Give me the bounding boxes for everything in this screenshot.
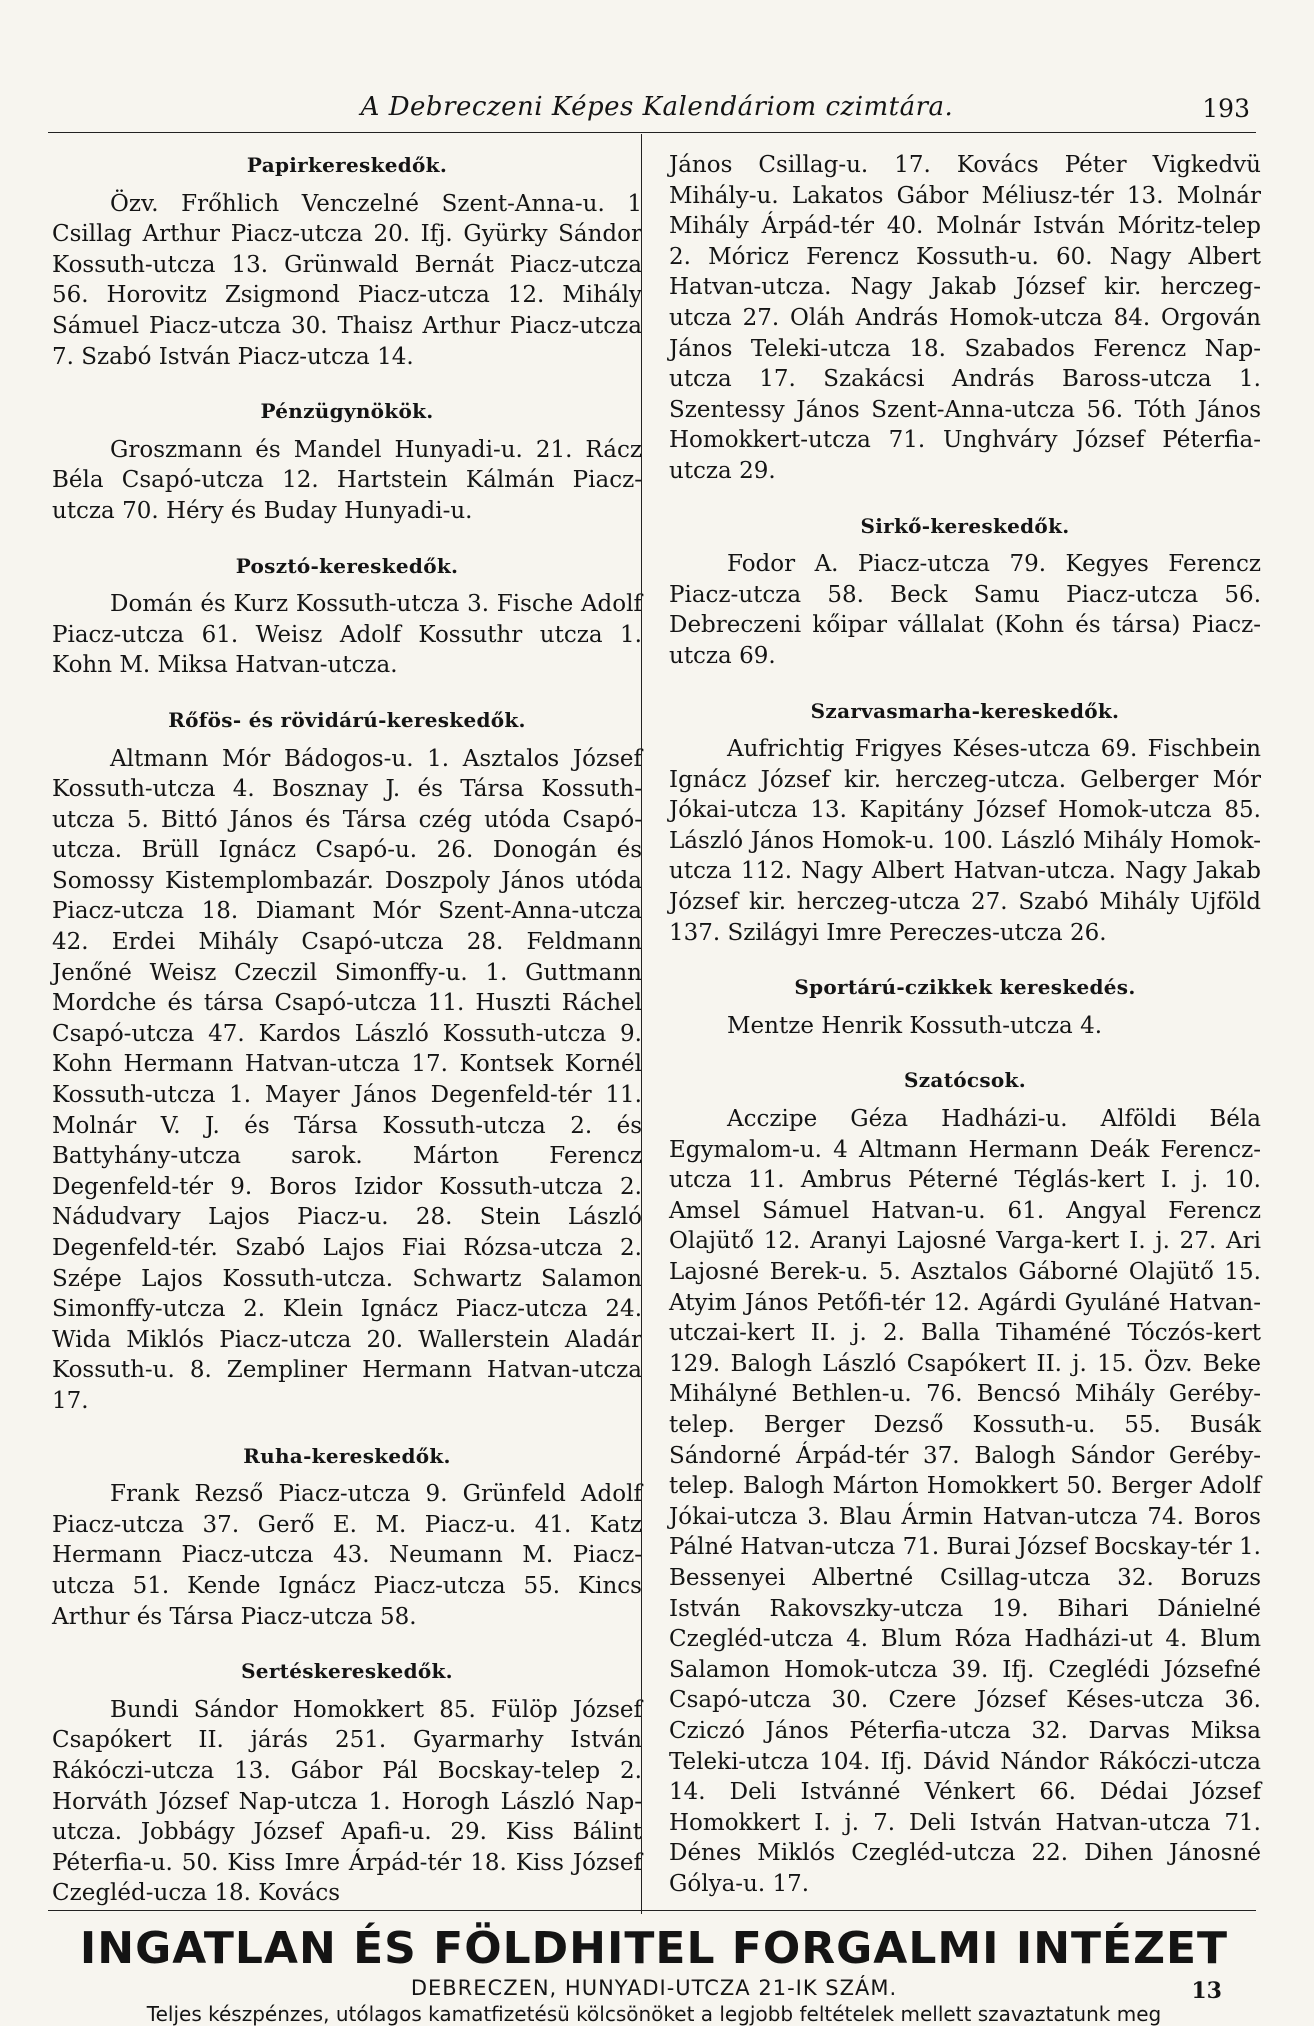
section-sportaru: [669, 972, 1261, 1041]
section-body: Domán és Kurz Kossuth-utcza 3. Fische Adolf Piacz-utcza 61. Weisz Adolf Kossuthr utcza 1. Kohn M. Miksa Hatvan-utcza.: [52, 591, 642, 679]
left-column: [52, 150, 642, 1933]
section-rofos-kereskedok: [52, 705, 642, 1417]
section-title: Sirkő-kereskedők.: [860, 513, 1070, 538]
footer-advertisement: [44, 1924, 1264, 2026]
section-body: Acczipe Géza Hadházi-u. Alföldi Béla Egymalom-u. 4 Altmann Hermann Deák Ferencz-utcza 11. Ambrus Péterné Téglás-kert I. j. 10. Amsel Sámuel Hatvan-u. 61. Angyal Ferencz Olajütő 12. Aranyi Lajosné Varga-kert I. j. 27. Ari Lajosné Berek-u. 5. Asztalos Gáborné Olajütő 15. Atyim János Petőfi-tér 12. Agárdi Gyuláné Hatvan-utczai-kert II. j. 2. Balla Tihaméné Tóczós-kert 129. Balogh László Csapókert II. j. 15. Özv. Beke Mihályné Bethlen-u. 76. Bencsó Mihály Geréby-telep. Berger Dezső Kossuth-u. 55. Busák Sándorné Árpád-tér 37. Balogh Sándor Geréby-telep. Balogh Márton Homokkert 50. Berger Adolf Jókai-utcza 3. Blau Ármin Hatvan-utcza 74. Boros Pálné Hatvan-utcza 71. Burai József Bocskay-tér 1. Bessenyei Albertné Csillag-utcza 32. Boruzs István Rakovszky-utcza 19. Bihari Dánielné Czegléd-utcza 4. Blum Róza Hadházi-ut 4. Blum Salamon Homok-utcza 39. Ifj. Czeglédi Józsefné Csapó-utcza 30. Czere József Késes-utcza 36. Cziczó János Péterfia-utcza 32. Darvas Miksa Teleki-utcza 104. Ifj. Dávid Nándor Rákóczi-utcza 14. Deli Istvánné Vénkert 66. Dédai József Homokkert I. j. 7. Deli István Hatvan-utcza 71. Dénes Miklós Czegléd-utcza 22. Dihen Jánosné Gólya-u. 17.: [669, 1106, 1261, 1897]
section-body: János Csillag-u. 17. Kovács Péter Vigkedvü Mihály-u. Lakatos Gábor Méliusz-tér 13. Molnár Mihály Árpád-tér 40. Molnár István Móritz-telep 2. Móricz Ferencz Kossuth-u. 60. Nagy Albert Hatvan-utcza. Nagy Jakab József kir. herczeg-utcza 27. Oláh András Homok-utcza 84. Orgován János Teleki-utcza 18. Szabados Ferencz Nap-utcza 17. Szakácsi András Baross-utcza 1. Szentessy János Szent-Anna-utcza 56. Tóth János Homokkert-utcza 71. Unghváry József Péterfia-utcza 29.: [669, 152, 1261, 484]
section-title: Rőfös- és rövidárú-kereskedők.: [168, 707, 526, 732]
section-papirkereskedok: [52, 150, 642, 372]
section-ruha-kereskedok: [52, 1441, 642, 1633]
section-body: Özv. Frőhlich Venczelné Szent-Anna-u. 1 Csillag Arthur Piacz-utcza 20. Ifj. Gyürky Sándor Kossuth-utcza 13. Grünwald Bernát Piacz-utcza 56. Horovitz Zsigmond Piacz-utcza 12. Mihály Sámuel Piacz-utcza 30. Thaisz Arthur Piacz-utcza 7. Szabó István Piacz-utcza 14.: [52, 190, 642, 370]
section-continuation: [669, 150, 1261, 487]
section-title: Posztó-kereskedők.: [235, 553, 459, 578]
ad-line: Teljes készpénzes, utólagos kamatfizetésü kölcsönöket a legjobb feltételek mellett szavaztatunk meg: [146, 2002, 1162, 2026]
section-body: Altmann Mór Bádogos-u. 1. Asztalos József Kossuth-utcza 4. Bosznay J. és Társa Kossuth-utcza 5. Bittó János és Társa czég utóda Csapó-utcza. Brüll Ignácz Csapó-u. 26. Donogán és Somossy Kistemplombazár. Doszpoly János utóda Piacz-utcza 18. Diamant Mór Szent-Anna-utcza 42. Erdei Mihály Csapó-utcza 28. Feldmann Jenőné Weisz Czeczil Simonffy-u. 1. Guttmann Mordche és társa Csapó-utcza 11. Huszti Ráchel Csapó-utcza 47. Kardos László Kossuth-utcza 9. Kohn Hermann Hatvan-utcza 17. Kontsek Kornél Kossuth-utcza 1. Mayer János Degenfeld-tér 11. Molnár V. J. és Társa Kossuth-utcza 2. és Battyhány-utcza sarok. Márton Ferencz Degenfeld-tér 9. Boros Izidor Kossuth-utcza 2. Nádudvary Lajos Piacz-u. 28. Stein László Degenfeld-tér. Szabó Lajos Fiai Rózsa-utcza 2. Szépe Lajos Kossuth-utcza. Schwartz Salamon Simonffy-utcza 2. Klein Ignácz Piacz-utcza 24. Wida Miklós Piacz-utcza 20. Wallerstein Aladár Kossuth-u. 8. Zempliner Hermann Hatvan-utcza 17.: [52, 745, 642, 1414]
section-body: Frank Rezső Piacz-utcza 9. Grünfeld Adolf Piacz-utcza 37. Gerő E. M. Piacz-u. 41. Katz Hermann Piacz-utcza 43. Neumann M. Piacz-utcza 51. Kende Ignácz Piacz-utcza 55. Kincs Arthur és Társa Piacz-utcza 58.: [52, 1481, 642, 1630]
ad-title: INGATLAN ÉS FÖLDHITEL FORGALMI INTÉZET: [79, 1923, 1229, 1974]
section-title: Ruha-kereskedők.: [243, 1443, 451, 1468]
section-szarvasmarha-kereskedok: [669, 696, 1261, 949]
section-title: Szatócsok.: [904, 1068, 1026, 1093]
section-serteskereskedok: [52, 1656, 642, 1909]
right-column: [669, 150, 1261, 1923]
section-body: Mentze Henrik Kossuth-utcza 4.: [727, 1012, 1103, 1039]
footer-rule: [48, 1910, 1256, 1911]
column-divider: [641, 134, 642, 1914]
section-penzugynokok: [52, 396, 642, 526]
section-title: Pénzügynökök.: [260, 399, 434, 424]
section-title: Sertéskereskedők.: [241, 1659, 453, 1684]
section-body: Groszmann és Mandel Hunyadi-u. 21. Rácz Béla Csapó-utcza 12. Hartstein Kálmán Piacz-utcza 70. Héry és Buday Hunyadi-u.: [52, 436, 642, 524]
section-title: Papirkereskedők.: [246, 153, 448, 177]
section-poszto-kereskedok: [52, 551, 642, 681]
page-number: 193: [1202, 94, 1250, 123]
running-header: A Debreczeni Képes Kalendáriom czimtára.: [360, 92, 954, 122]
section-szatocsok: [669, 1065, 1261, 1899]
sheet-mark: 13: [1191, 1978, 1222, 2004]
header-rule: [48, 132, 1256, 133]
section-body: Aufrichtig Frigyes Késes-utcza 69. Fischbein Ignácz József kir. herczeg-utcza. Gelberger Mór Jókai-utcza 13. Kapitány József Homok-utcza 85. László János Homok-u. 100. László Mihály Homok-utcza 112. Nagy Albert Hatvan-utcza. Nagy Jakab József kir. herczeg-utcza 27. Szabó Mihály Ujföld 137. Szilágyi Imre Pereczes-utcza 26.: [669, 736, 1261, 946]
section-body: Fodor A. Piacz-utcza 79. Kegyes Ferencz Piacz-utcza 58. Beck Samu Piacz-utcza 56. Debreczeni kőipar vállalat (Kohn és társa) Piacz-utcza 69.: [669, 551, 1261, 669]
section-title: Szarvasmarha-kereskedők.: [810, 698, 1120, 723]
ad-address: DEBRECZEN, HUNYADI-UTCZA 21-IK SZÁM.: [410, 1976, 898, 2000]
section-sirko-kereskedok: [669, 511, 1261, 672]
section-title: Sportárú-czikkek kereskedés.: [794, 975, 1136, 1000]
section-body: Bundi Sándor Homokkert 85. Fülöp József Csapókert II. járás 251. Gyarmarhy István Rákóczi-utcza 13. Gábor Pál Bocskay-telep 2. Horváth József Nap-utcza 1. Horogh László Nap-utcza. Jobbágy József Apafi-u. 29. Kiss Bálint Péterfia-u. 50. Kiss Imre Árpád-tér 18. Kiss József Czegléd-ucza 18. Kovács: [52, 1696, 642, 1907]
